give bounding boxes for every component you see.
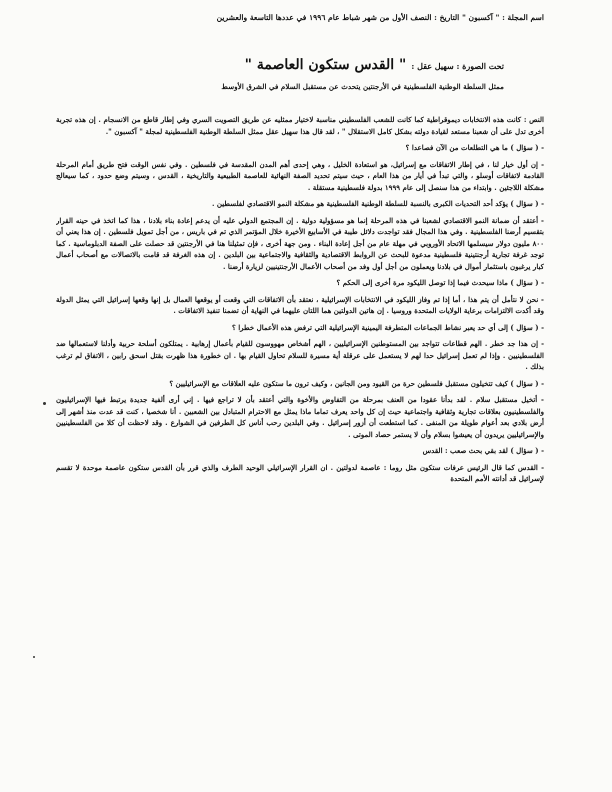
paragraph-text: ( سؤال ) لقد بقي بحث صعب : القدس [422, 446, 539, 455]
paragraph-text: القدس كما قال الرئيس عرفات ستكون مثل روما : عاصمة لدولتين . ان القرار الإسرائيلي الوحيد الطرف والذي قرر بأن القدس ستكون عاصمة موحدة لا تقسم لإسرائيل قد أدانته الأمم المتحدة [56, 462, 544, 483]
paragraph-text: ( سؤال ) كيف تتخيلون مستقبل فلسطين حرة من القيود ومن الجانين ، وكيف ترون ما ستكون عليه العلاقات مع الإسرائيليين ؟ [169, 378, 539, 388]
paragraph-text: النص : كانت هذه الانتخابات ديموقراطية كما كانت للشعب الفلسطيني مناسبة لاختيار ممثليه عن طريق التصويت السري وفي إطار قاطع من الانسجام . إن هذه تجربة أخرى تدل على أن شعبنا مستعد لقيادة دولته بشكل كامل الاستقلال " ، لقد قال هذا سهيل عقل ممثل السلطة الوطنية الفلسطينية لمجلة " آكسبون ". [56, 115, 544, 136]
interview-answer [56, 215, 544, 273]
dash-bullet: - [538, 278, 544, 287]
paragraph-text: ( سؤال ) إلى أي حد يعبر نشاط الجماعات المتطرفة اليمينية الإسرائيلية التي ترفض هذه الأعمال خطرا ؟ [232, 322, 539, 332]
scan-speck [43, 402, 46, 405]
article-subtitle: ممثل السلطة الوطنية الفلسطينية في الأرجنتين يتحدث عن مستقبل السلام في الشرق الأوسط [221, 82, 504, 91]
paragraph-text: ( سؤال ) ماذا سيحدث فيما إذا توصل الليكود مرة أخرى إلى الحكم ؟ [336, 278, 539, 287]
article-body [56, 114, 544, 790]
interview-question [56, 142, 544, 154]
interview-answer [56, 294, 544, 317]
paragraph-text: أتخيل مستقبل سلام . لقد بدأنا عقودا من العنف بمرحلة من التفاوض والأخوة والتي أعتقد بأن لا تراجع فيها . إني أرى ألفية جديدة يرتبط فيها الإسرائيليون والفلسطينيون بعلاقات تجارية وثقافية واجتماعية حيث إن كل واحد يعرف تماما ماذا يمثل مع الاحترام المتبادل بين الشعبين . أنا شخصيا ، كنت قد عدت منذ أشهر إلى أرض بلادي بعد أعوام طويلة من المنفى . كما استطعت أن أزور إسرائيل . وفي البلدين رحب أناس كل الطرفين في الشوارع . وقد لاحظت أن كلا من الفلسطينيين والإسرائيليين يريدون أن يعيشوا بسلام وأن لا يستمر حصاد الموتى . [56, 395, 544, 439]
dash-bullet: - [538, 446, 544, 455]
article-title: " القدس ستكون العاصمة " [244, 57, 407, 73]
interview-question [56, 378, 544, 390]
interview-question [56, 277, 544, 289]
dash-bullet: - [538, 143, 544, 152]
dash-bullet: - [538, 215, 544, 225]
dash-bullet: - [538, 378, 544, 388]
dash-bullet: - [537, 462, 544, 472]
paragraph-text: إن أول خيار لنا ، في إطار الاتفاقات مع إسرائيل، هو استعادة الخليل ، وهي إحدى أهم المدن المقدسة في فلسطين . وفي نفس الوقت فتح طريق أمام المرحلة القادمة لاتفاقات أوسلو ، والتي تبدأ في أيار من هذا العام ، حيث سيتم تحديد الصفة النهائية للعاصمة الطبيعية والتاريخية ، القدس ، وسيتم وضع حدود ، كما سيعالج مشكلة اللاجئين . وابتداء من هذا سنصل إلى عام ١٩٩٩ بدولة فلسطينية مستقلة . [56, 159, 544, 192]
scan-speck [33, 656, 35, 658]
dash-bullet: - [538, 199, 544, 208]
interview-question [56, 198, 544, 210]
paragraph-text: ( سؤال ) ما هي التطلعات من الآن فصاعدا ؟ [405, 143, 539, 152]
intro-paragraph [56, 114, 544, 137]
paragraph-text: ( سؤال ) يؤكد أحد التحديات الكبرى بالنسبة للسلطة الوطنية الفلسطينية هو مشكلة النمو الاقتصادي لفلسطين . [211, 199, 539, 208]
dash-bullet: - [537, 159, 544, 169]
interview-answer [56, 338, 544, 373]
dash-bullet: - [538, 339, 544, 348]
paragraph-text: إن هذا جد خطر . الهم قطاعات تتواجد بين المستوطنين الإسرائيليين ، الهم أشخاص مهووسون للقيام بأعمال إرهابية . يمتلكون أسلحة حربية وأدلنا لاستعمالها ضد الفلسطينيين . وإذا لم تعمل إسرائيل حدا لهم لا يستعمل على عرقلة أية مسيرة للسلام تحاول القيام بها . ان خطورة هذا ظهرت بقتل اسحق رابين ، الاتفاق لم ترغب بذلك . [56, 339, 544, 371]
title-block [84, 54, 504, 73]
interview-question [56, 445, 544, 457]
interview-answer [56, 394, 544, 440]
paragraph-text: نحن لا نتأمل أن يتم هذا ، أما إذا تم وفاز الليكود في الانتخابات الإسرائيلية ، نعتقد بأن الاتفاقات التي وقعت أو يوقعها العمال بل إنها وقعها إسرائيل التي يمثل الدولة وقد أكدت الالتزامات برعاية الولايات المتحدة وروسيا . إن هاتين الدولتين هما اللتان عليهما في النهاية أن تضمنا تنفيذ الاتفاقات . [56, 294, 544, 315]
interview-answer [56, 462, 544, 485]
interview-answer [56, 159, 544, 194]
magazine-info-line: اسم المجلة : " آكسبون " التاريخ : النصف الأول من شهر شباط عام ١٩٩٦ في عددها التاسعة والعشرين [216, 13, 544, 22]
photo-caption: تحت الصورة : سهيل عقل : [411, 61, 504, 71]
interview-question [56, 322, 544, 334]
dash-bullet: - [537, 395, 544, 404]
paragraph-text: أعتقد أن ضمانة النمو الاقتصادي لشعبنا في هذه المرحلة إنما هو مسؤولية دولية . إن المجتمع الدولي عليه أن يدعم إعادة بناء بلادنا ، هذا كما اتخذ في حينه القرار بتقسيم أرضنا الفلسطينية . وفي هذا المجال فقد تواجدت دلائل طيبة في الأسابيع الأخيرة خلال المؤتمر الذي تم في باريس ، من أجل تمويل فلسطين . إن هذا يعني أن ٨٠٠ مليون دولار سيسلمها الاتحاد الأوروبي في مهلة عام من أجل إعادة البناء . ومن جهة أخرى ، فإن تمثيلنا هنا في الأرجنتين قد حصلت على الصفة الدبلوماسية . كما توجد غرفة تجارية أرجنتينية فلسطينية مدعوة للبحث عن الروابط الاقتصادية والثقافية والاجتماعية بين البلدين . إن هذه الغرفة قد قامت بالاتصالات مع أصحاب أعمال كبار يرغبون باستثمار أموال في بلادنا ويعملون من أجل أول وفد من أصحاب الأعمال الأرجنتينيين لزيارة أرضنا . [56, 215, 544, 271]
dash-bullet: - [538, 322, 544, 332]
dash-bullet: - [538, 294, 544, 304]
